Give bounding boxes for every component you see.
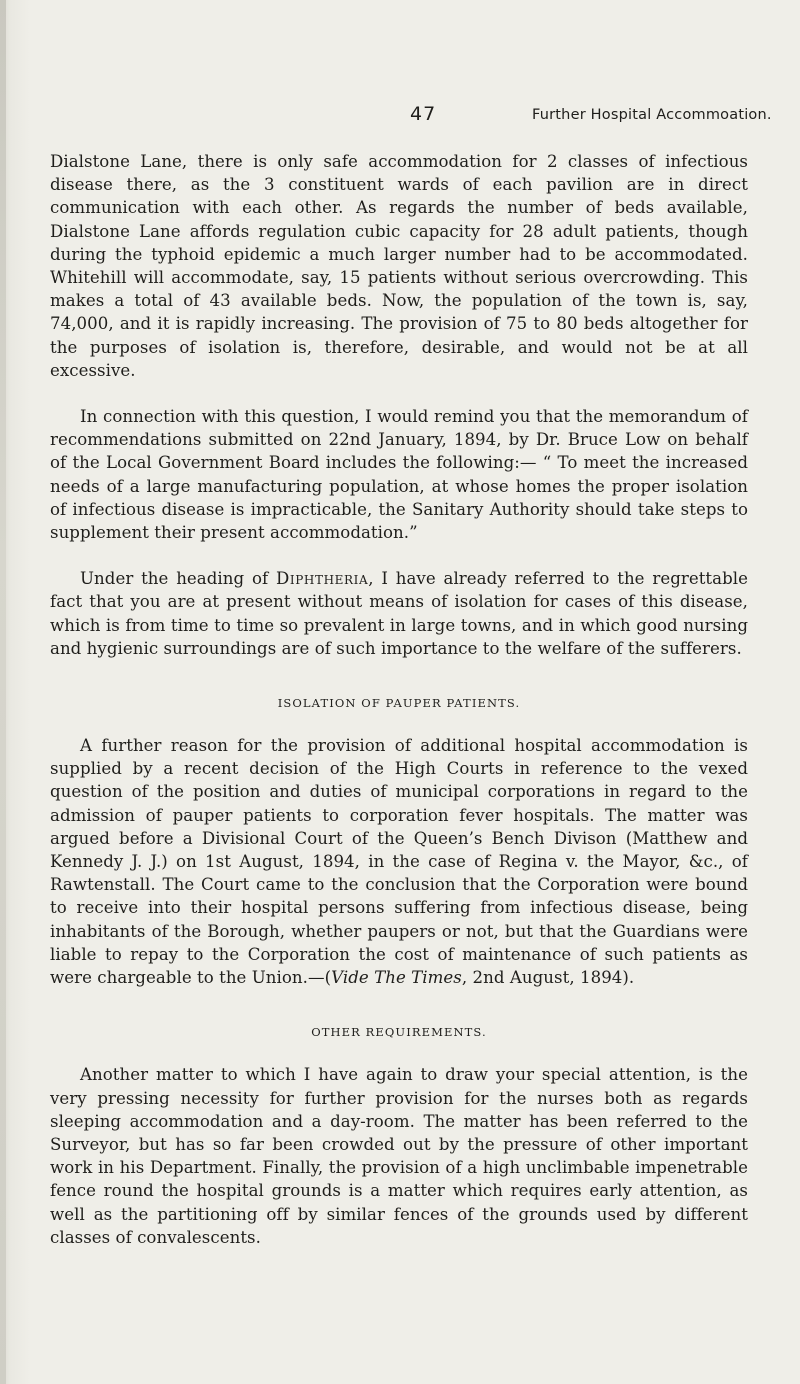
page-binding-edge bbox=[0, 0, 6, 1384]
section-heading-other-requirements: OTHER REQUIREMENTS. bbox=[311, 1025, 487, 1040]
paragraph-dialstone-lane: Dialstone Lane, there is only safe accommodation for 2 classes of infectious disease there, as the 3 constituent wards of each pavilion are in direct communication with each other. As regards the number of beds available, Dialstone Lane affords regulation cubic capacity for 28 adult patients, though during the typhoid epidemic a much larger number had to be accommodated. Whitehill will accommodate, say, 15 patients without serious overcrowding. This makes a total of 43 available beds. Now, the population of the town is, say, 74,000, and it is rapidly increasing. The provision of 75 to 80 beds altogether for the purposes of isolation is, therefore, desirable, and would not be at all excessive. bbox=[50, 152, 748, 380]
vide-times-citation: Vide The Times bbox=[331, 968, 462, 988]
diphtheria-heading-ref: Diphtheria bbox=[275, 569, 369, 589]
running-head: Further Hospital Accommoation. bbox=[532, 107, 772, 123]
section-heading-isolation: ISOLATION OF PAUPER PATIENTS. bbox=[277, 696, 521, 711]
paragraph-other-requirements: Another matter to which I have again to draw your special attention, is the very pressing necessity for further provision for the nurses both as regards sleeping accommodation and a day-room. The matter has been referred to the Surveyor, but has so far been crowded out by the pressure of other important work in his Department. Finally, the provision of a high unclimbable impenetrable fence round the hospital grounds is a matter which requires early attention, as well as the partitioning off by similar fences of the grounds used by different classes of convalescents. bbox=[50, 1065, 748, 1247]
paragraph-diphtheria-start: Under the heading of bbox=[80, 569, 276, 589]
paragraph-diphtheria-rest: , I have already referred to the regrettable fact that you are at present without means of isolation for cases of this disease, which is from time to time so prevalent in large towns, and in which good nursing and hygienic surroundings are of such importance to the welfare of the sufferers. bbox=[50, 569, 748, 658]
page-header bbox=[0, 103, 800, 133]
paragraph-memorandum: In connection with this question, I would remind you that the memorandum of recommendations submitted on 22nd January, 1894, by Dr. Bruce Low on behalf of the Local Government Board includes the following:— “ To meet the increased needs of a large manufacturing population, at whose homes the proper isolation of infectious disease is impracticable, the Sanitary Authority should take steps to supplement their present accommodation.” bbox=[50, 407, 748, 543]
paragraph-diphtheria bbox=[50, 567, 748, 660]
body-text bbox=[50, 150, 748, 1249]
paragraph-pauper-start: A further reason for the provision of additional hospital accommodation is supplied by a recent decision of the High Courts in reference to the vexed question of the position and duties of municipal corporations in regard to the admission of pauper patients to corporation fever hospitals. The matter was argued before a Divisional Court of the Queen’s Bench Divison (Matthew and Kennedy J. J.) on 1st August, 1894, in the case of Regina v. the Mayor, &c., of Rawtenstall. The Court came to the conclusion that the Corporation were bound to receive into their hospital persons suffering from infectious disease, being inhabitants of the Borough, whether paupers or not, but that the Guardians were liable to repay to the Corporation the cost of maintenance of such patients as were chargeable to the Union.—( bbox=[50, 736, 748, 988]
page-number: 47 bbox=[410, 103, 437, 125]
paragraph-pauper-end: , 2nd August, 1894). bbox=[461, 968, 635, 988]
paragraph-pauper-patients bbox=[50, 734, 748, 989]
